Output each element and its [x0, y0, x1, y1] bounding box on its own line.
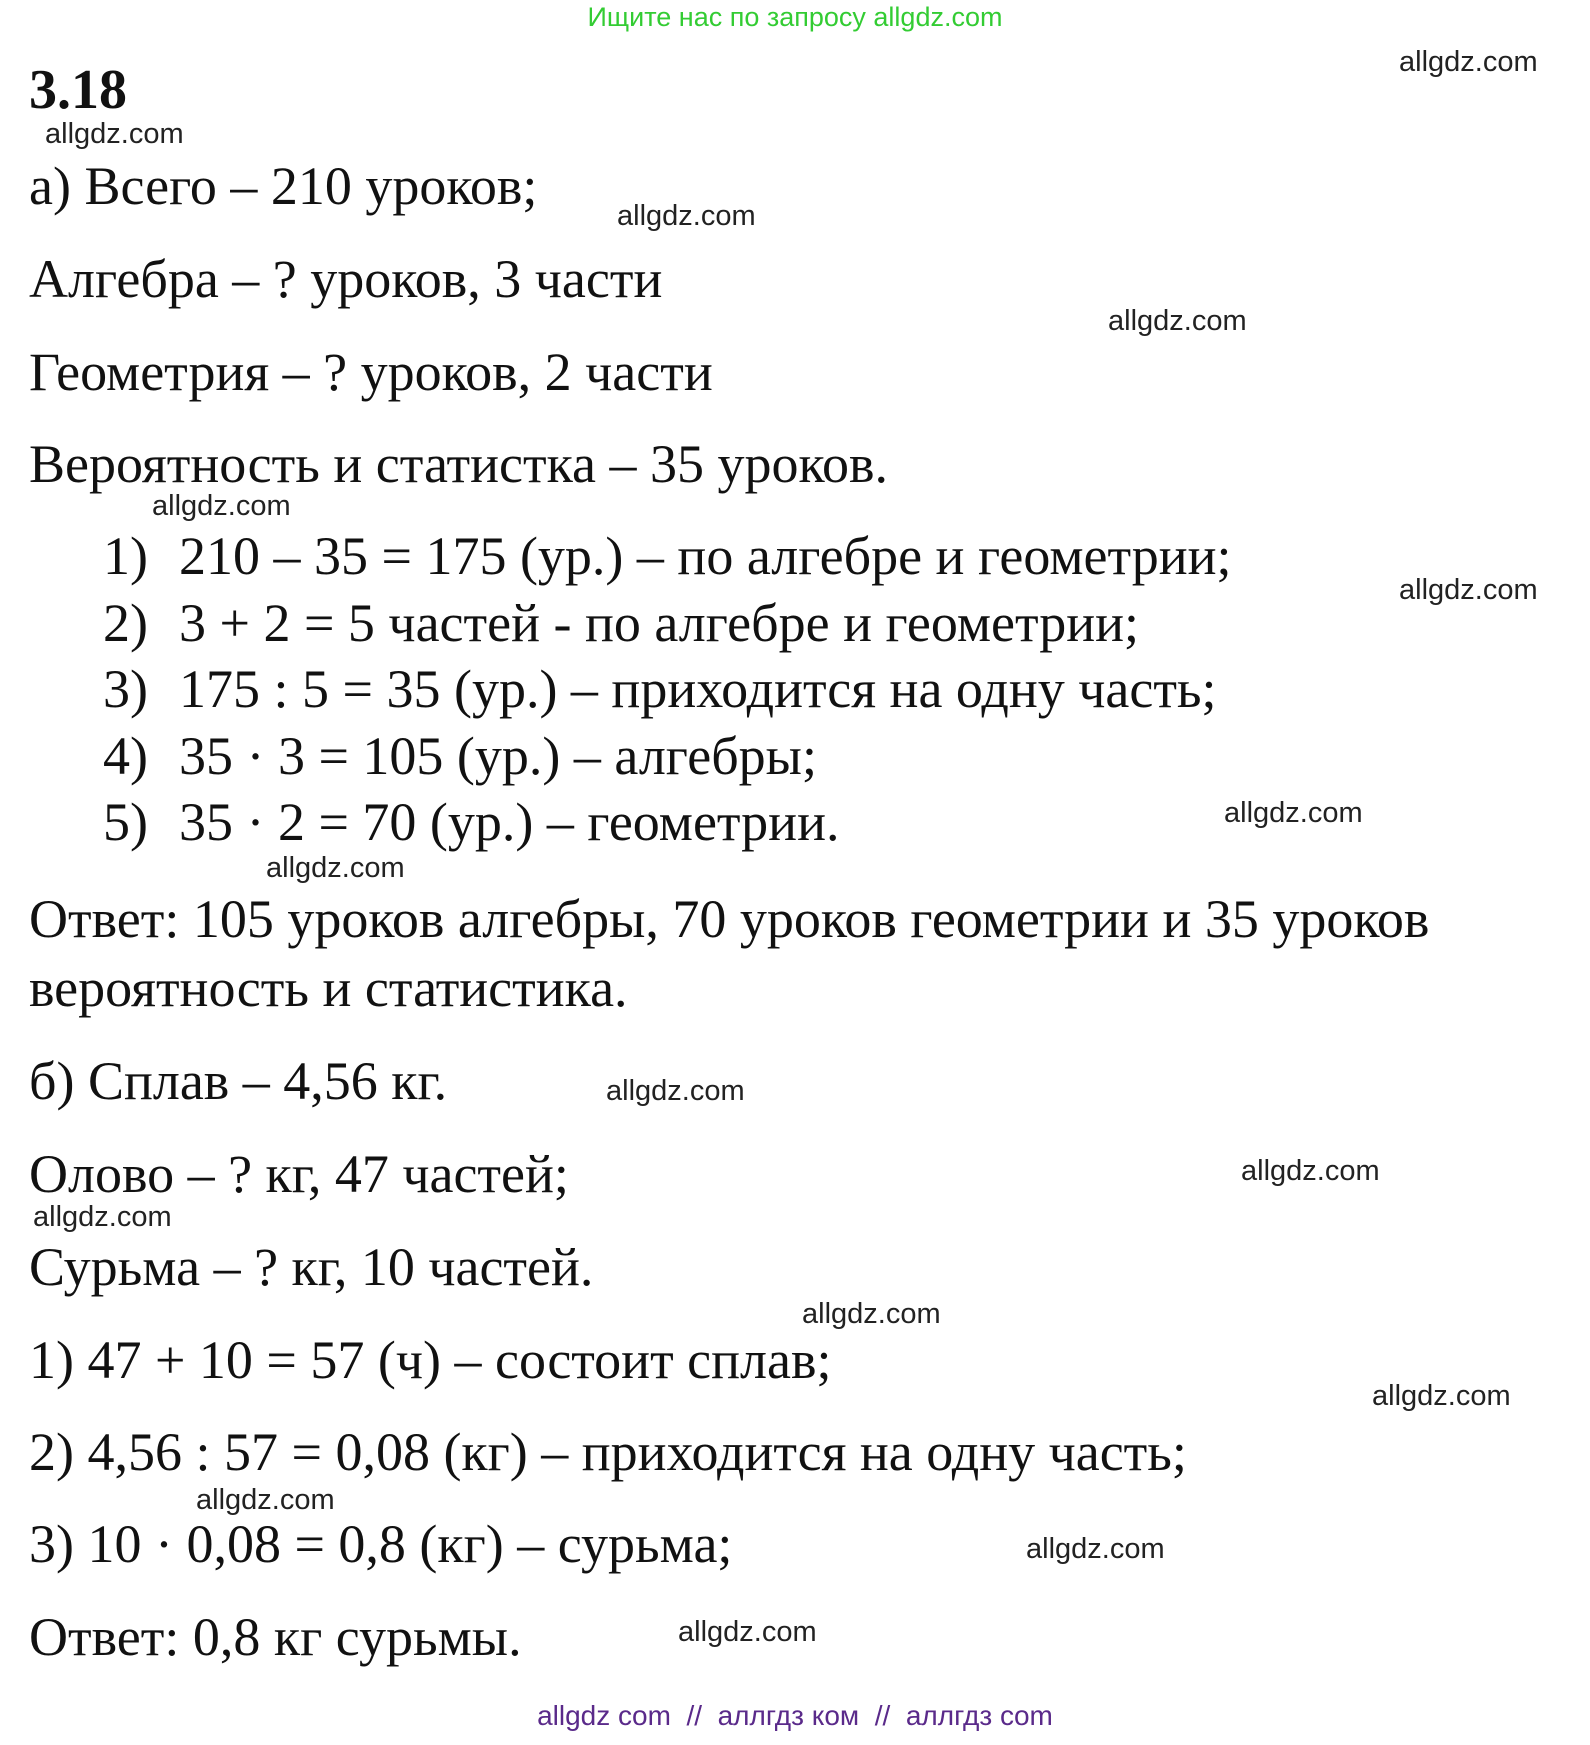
watermark: allgdz.com — [196, 1484, 335, 1516]
part-b-step-2: 2) 4,56 : 57 = 0,08 (кг) – приходится на одну часть; — [29, 1422, 1187, 1482]
watermark: allgdz.com — [617, 200, 756, 232]
part-a-probability: Вероятность и статистка – 35 уроков. — [29, 434, 888, 494]
step-number: 3) — [103, 659, 148, 719]
step-text: 35 · 3 = 105 (ур.) – алгебры; — [179, 726, 817, 786]
watermark: allgdz.com — [1372, 1380, 1511, 1412]
step-text: 210 – 35 = 175 (ур.) – по алгебре и геометрии; — [179, 526, 1232, 586]
part-b-antimony: Сурьма – ? кг, 10 частей. — [29, 1237, 594, 1297]
part-b-tin: Олово – ? кг, 47 частей; — [29, 1144, 569, 1204]
step-text: 175 : 5 = 35 (ур.) – приходится на одну часть; — [179, 659, 1217, 719]
watermark: allgdz.com — [1026, 1533, 1165, 1565]
watermark: allgdz.com — [1241, 1155, 1380, 1187]
step-number: 2) — [103, 593, 148, 653]
watermark: allgdz.com — [33, 1201, 172, 1233]
watermark: allgdz.com — [266, 852, 405, 884]
watermark: allgdz.com — [1108, 305, 1247, 337]
watermark: allgdz.com — [1224, 797, 1363, 829]
part-a-step-4 — [103, 725, 817, 787]
part-b-step-3: 3) 10 · 0,08 = 0,8 (кг) – сурьма; — [29, 1514, 733, 1574]
part-a-answer-line-2: вероятность и статистика. — [29, 958, 628, 1018]
watermark: allgdz.com — [606, 1075, 745, 1107]
watermark: allgdz.com — [152, 490, 291, 522]
part-a-geometry: Геометрия – ? уроков, 2 части — [29, 342, 713, 402]
step-number: 4) — [103, 726, 148, 786]
problem-number: 3.18 — [29, 59, 127, 121]
step-number: 5) — [103, 792, 148, 852]
part-b-answer: Ответ: 0,8 кг сурьмы. — [29, 1607, 522, 1667]
part-a-answer-line-1: Ответ: 105 уроков алгебры, 70 уроков геометрии и 35 уроков — [29, 889, 1430, 949]
watermark: allgdz.com — [45, 118, 184, 150]
footer-links: allgdz com // аллгдз ком // аллгдз com — [537, 1700, 1053, 1731]
part-a-step-5 — [103, 791, 839, 853]
part-b-step-1: 1) 47 + 10 = 57 (ч) – состоит сплав; — [29, 1330, 832, 1390]
top-banner: Ищите нас по запросу allgdz.com — [587, 2, 1003, 32]
watermark: allgdz.com — [1399, 574, 1538, 606]
part-a-step-2 — [103, 592, 1139, 654]
part-a-step-1 — [103, 525, 1232, 587]
step-text: 3 + 2 = 5 частей - по алгебре и геометрии; — [179, 593, 1140, 653]
part-a-algebra: Алгебра – ? уроков, 3 части — [29, 249, 663, 309]
watermark: allgdz.com — [678, 1616, 817, 1648]
part-b-alloy: б) Сплав – 4,56 кг. — [29, 1051, 448, 1111]
step-number: 1) — [103, 526, 148, 586]
watermark: allgdz.com — [1399, 46, 1538, 78]
watermark: allgdz.com — [802, 1298, 941, 1330]
step-text: 35 · 2 = 70 (ур.) – геометрии. — [179, 792, 840, 852]
part-a-step-3 — [103, 658, 1217, 720]
part-a-total: а) Всего – 210 уроков; — [29, 156, 538, 216]
